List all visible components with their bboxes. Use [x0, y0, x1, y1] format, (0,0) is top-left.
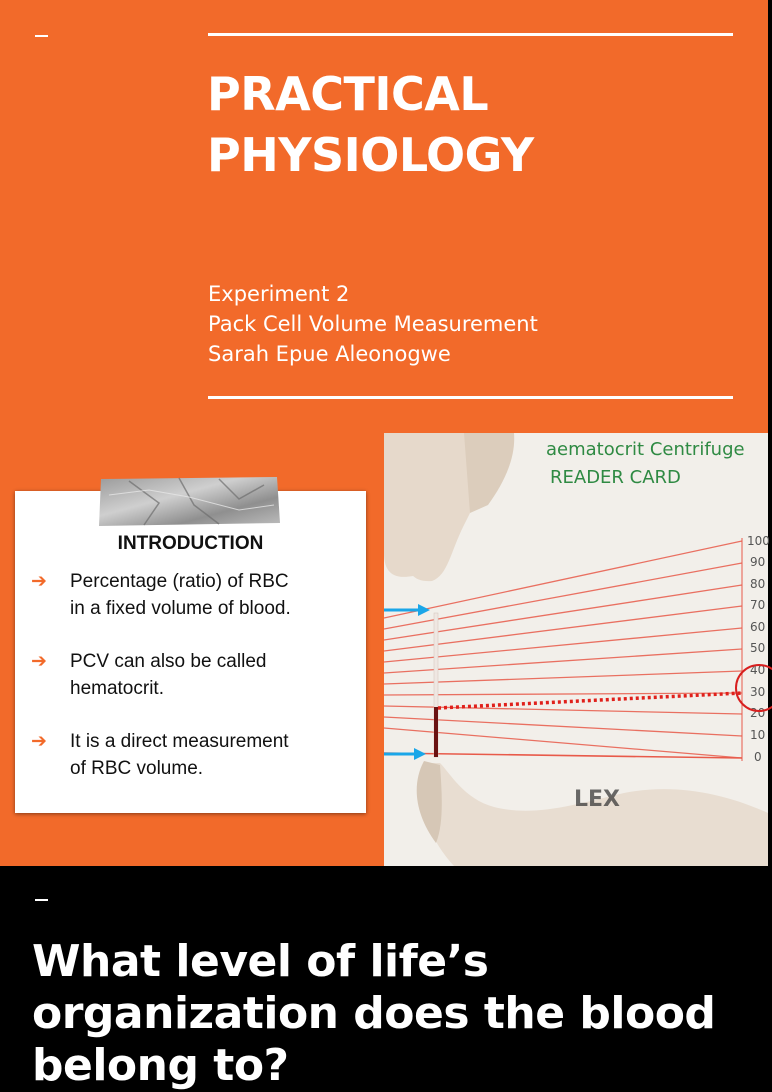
- title-line-1: PRACTICAL: [207, 67, 489, 121]
- introduction-card: [15, 491, 366, 813]
- question-slide: [0, 866, 768, 1091]
- reader-header-1: aematocrit Centrifuge: [546, 439, 745, 460]
- scale-label: 10: [750, 728, 766, 742]
- scale-label: 70: [750, 598, 766, 612]
- right-arrow-icon: ➔: [31, 730, 47, 752]
- subtitle-author: Sarah Epue Aleonogwe: [208, 342, 451, 366]
- bullet-line: Percentage (ratio) of RBC: [70, 571, 289, 592]
- bullet-line: in a fixed volume of blood.: [70, 598, 291, 619]
- scale-label: 20: [750, 706, 766, 720]
- scale-label: 40: [750, 663, 766, 677]
- scale-label: 90: [750, 555, 766, 569]
- bullet-line: PCV can also be called: [70, 651, 267, 672]
- bullet-line: hematocrit.: [70, 678, 164, 699]
- bullet-line: of RBC volume.: [70, 758, 204, 779]
- bullet-line: It is a direct measurement: [70, 731, 289, 752]
- reader-header-2: READER CARD: [550, 467, 681, 488]
- slide-subtitle: [208, 279, 538, 369]
- slide-dash-marker: [35, 35, 48, 37]
- scale-label: 100: [747, 534, 770, 548]
- slide-title: [207, 64, 534, 186]
- scale-label: 30: [750, 685, 766, 699]
- hematocrit-reader-photo: [384, 433, 768, 866]
- question-headline: What level of life’s organization does the blood belong to?: [32, 936, 716, 1091]
- scale-label: 80: [750, 577, 766, 591]
- scale-label: 0: [754, 750, 762, 764]
- bullet-text: [70, 728, 360, 782]
- card-title: INTRODUCTION: [117, 533, 264, 554]
- tape-graphic: [99, 475, 280, 527]
- subtitle-topic: Pack Cell Volume Measurement: [208, 312, 538, 336]
- bullet-text: [70, 568, 360, 622]
- slide-dash-marker: [35, 899, 48, 901]
- bullet-text: [70, 648, 360, 702]
- scale-label: 50: [750, 641, 766, 655]
- bottom-rule: [208, 396, 733, 399]
- right-arrow-icon: ➔: [31, 650, 47, 672]
- partial-brand-text: LEX: [574, 787, 621, 812]
- right-arrow-icon: ➔: [31, 570, 47, 592]
- top-rule: [208, 33, 733, 36]
- subtitle-experiment: Experiment 2: [208, 282, 350, 306]
- scale-label: 60: [750, 620, 766, 634]
- title-line-2: PHYSIOLOGY: [207, 128, 534, 182]
